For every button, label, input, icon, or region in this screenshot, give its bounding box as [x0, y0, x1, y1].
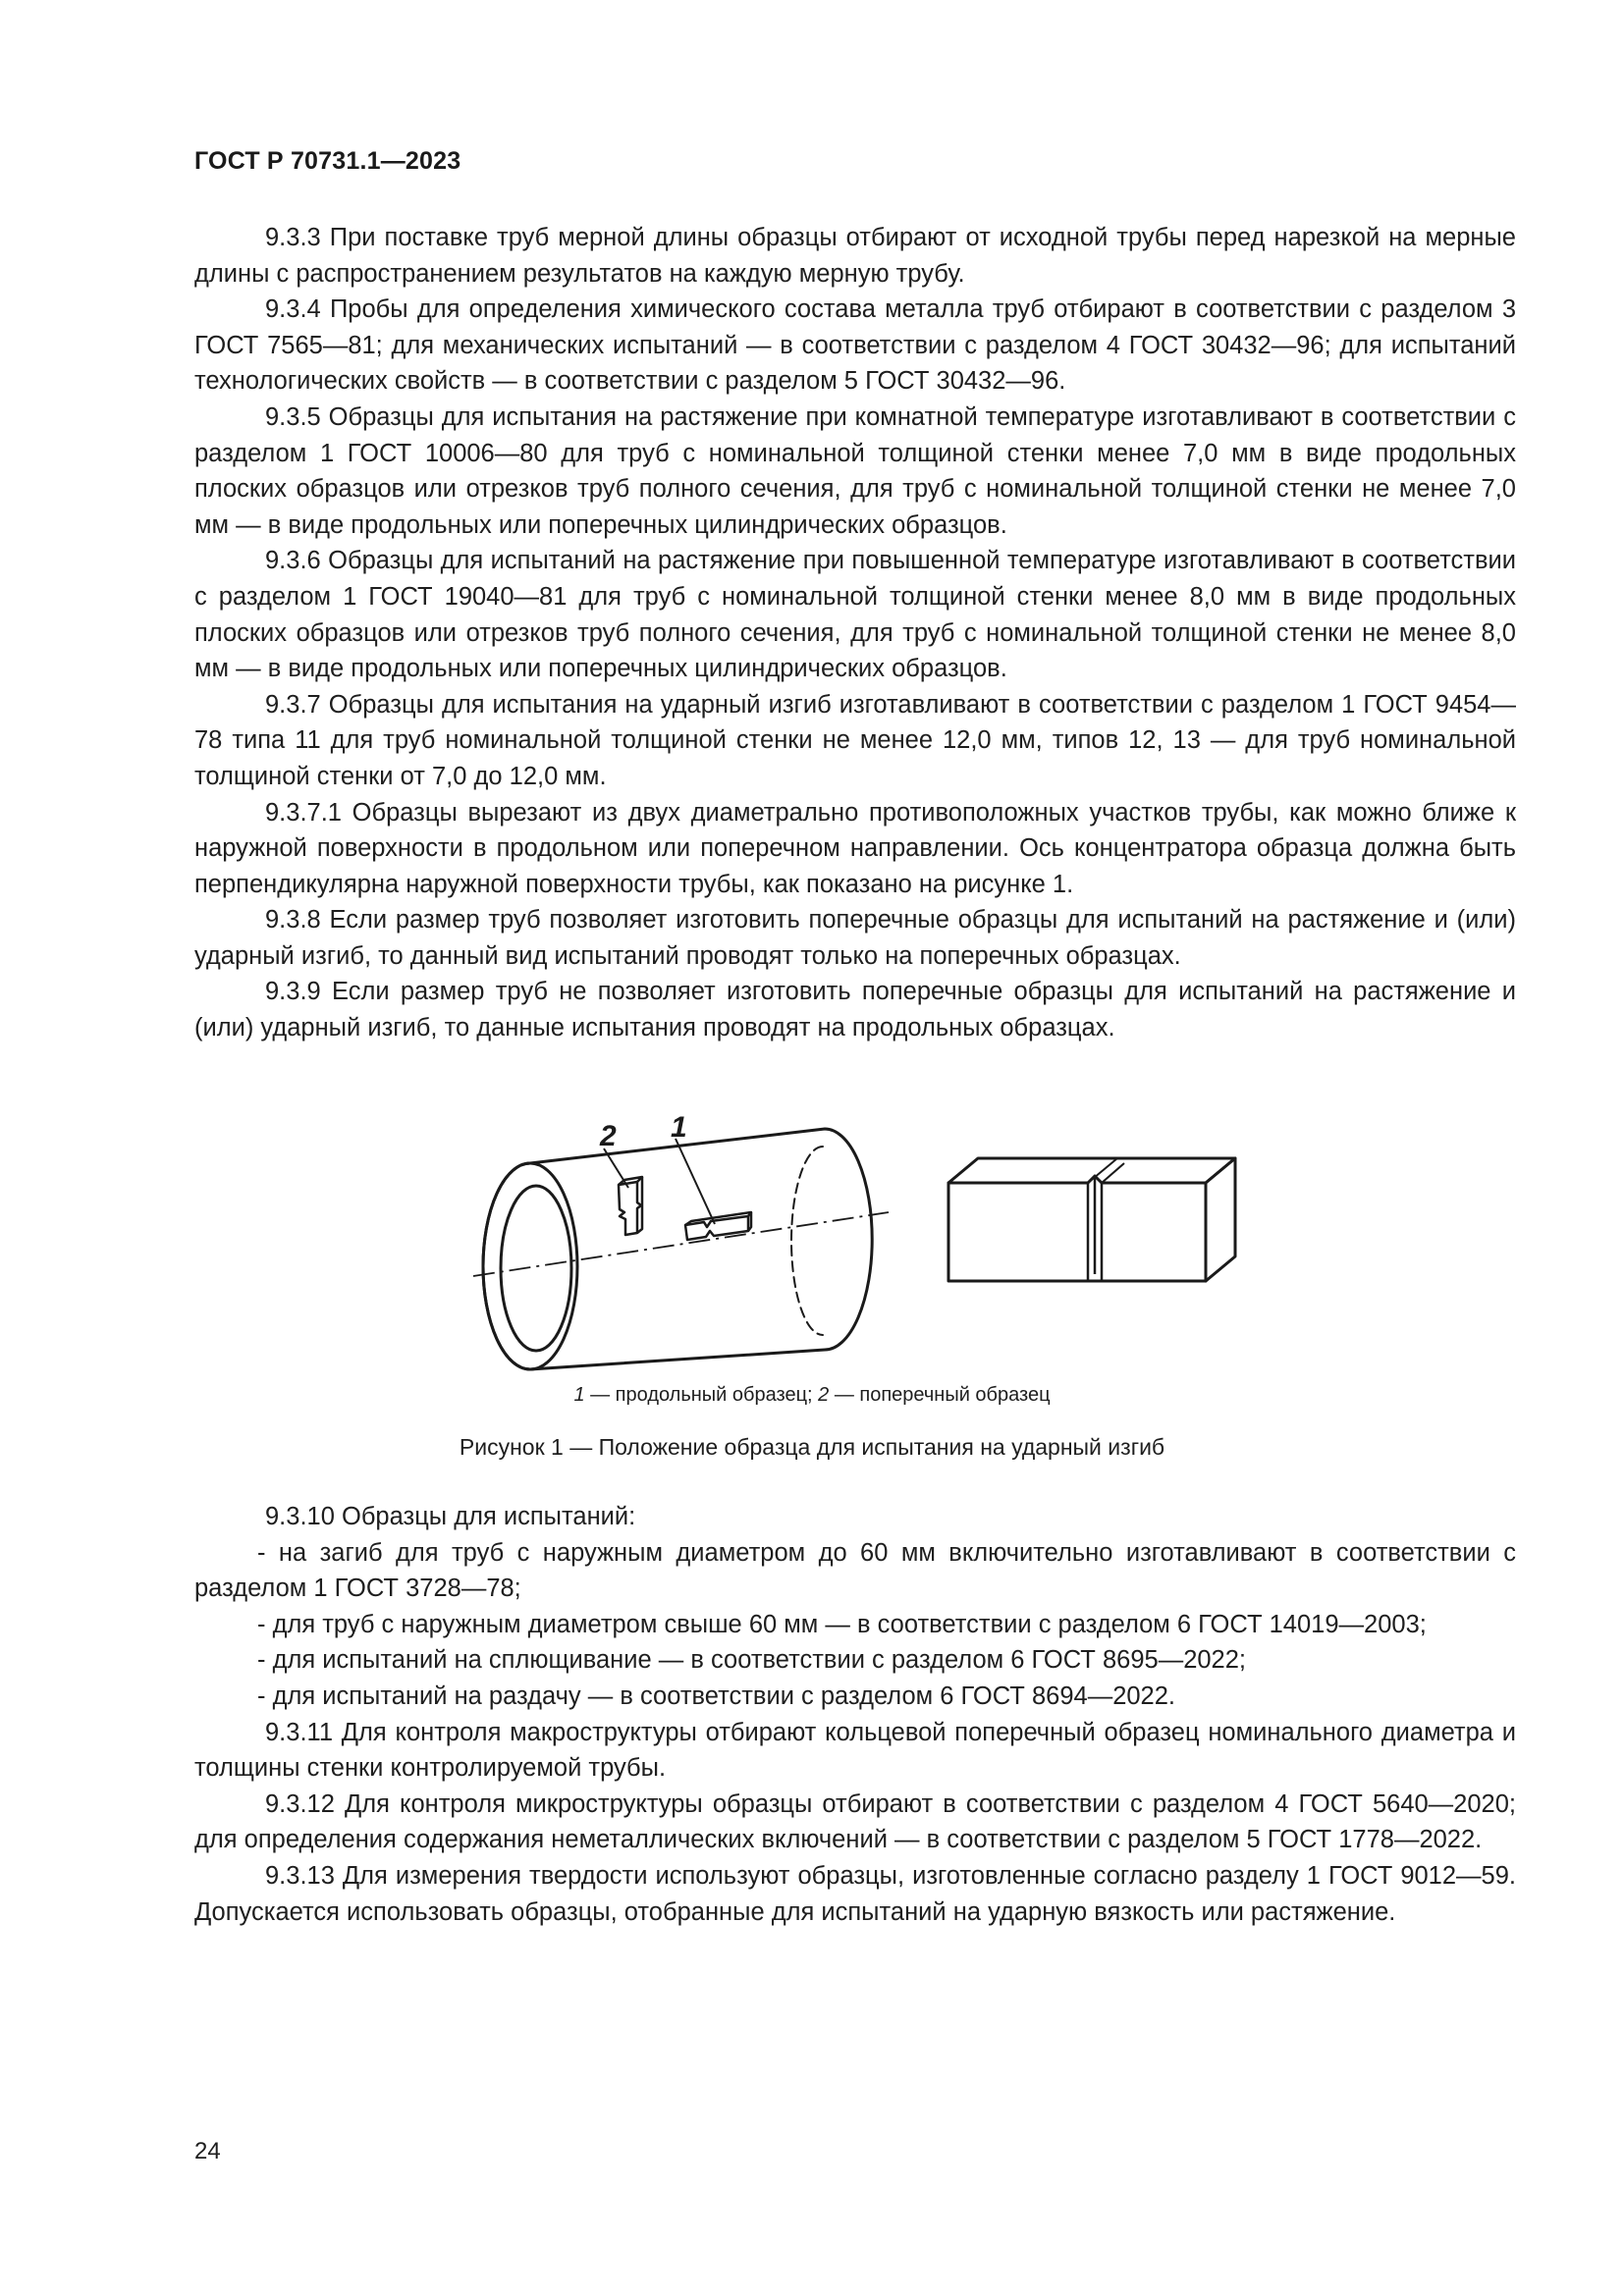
- paragraph-9-3-11: 9.3.11 Для контроля макроструктуры отбирают кольцевой поперечный образец номинального диаметра и толщины стенки контролируемой трубы.: [194, 1718, 1516, 1783]
- paragraph-9-3-8: 9.3.8 Если размер труб позволяет изготовить поперечные образцы для испытаний на растяжение и (или) ударный изгиб, то данный вид испытаний проводят только на поперечных образцах.: [194, 906, 1516, 970]
- legend-num-2: 2: [818, 1384, 830, 1406]
- paragraph-9-3-5: 9.3.5 Образцы для испытания на растяжение при комнатной температуре изготавливают в соответствии с разделом 1 ГОСТ 10006—80 для труб с номинальной толщиной стенки менее 7,0 мм в виде продольных плоских образцов или отрезков труб полного сечения, для труб с номинальной толщиной стенки не менее 7,0 мм — в виде продольных или поперечных цилиндрических образцов.: [194, 402, 1516, 539]
- body-text-bottom: [194, 1499, 1516, 1930]
- body-text-top: [194, 220, 1516, 1046]
- paragraph-9-3-7-1: 9.3.7.1 Образцы вырезают из двух диаметрально противоположных участков трубы, как можно ближе к наружной поверхности в продольном или поперечном направлении. Ось концентратора образца должна быть перпендикулярна наружной поверхности трубы, как показано на рисунке 1.: [194, 798, 1516, 898]
- paragraph-9-3-13: 9.3.13 Для измерения твердости используют образцы, изготовленные согласно разделу 1 ГОСТ 9012—59. Допускается использовать образцы, отобранные для испытаний на ударную вязкость или растяжение.: [194, 1861, 1516, 1926]
- paragraph-9-3-7: 9.3.7 Образцы для испытания на ударный изгиб изготавливают в соответствии с разделом 1 ГОСТ 9454—78 типа 11 для труб номинальной толщиной стенки не менее 12,0 мм, типов 12, 13 — для труб номинальной толщиной стенки от 7,0 до 12,0 мм.: [194, 690, 1516, 790]
- callout-1: 1: [671, 1111, 687, 1144]
- notched-specimen-bar: [948, 1158, 1235, 1281]
- figure-caption: Рисунок 1 — Положение образца для испытания на ударный изгиб: [459, 1434, 1165, 1460]
- paragraph-9-3-12: 9.3.12 Для контроля микроструктуры образцы отбирают в соответствии с разделом 4 ГОСТ 5640—2020; для определения содержания неметаллических включений — в соответствии с разделом 5 ГОСТ 1778—2022.: [194, 1789, 1516, 1854]
- page-number: 24: [194, 2138, 221, 2164]
- paragraph-9-3-9: 9.3.9 Если размер труб не позволяет изготовить поперечные образцы для испытаний на растяжение и (или) ударный изгиб, то данные испытания проводят на продольных образцах.: [194, 978, 1516, 1042]
- list-item-expansion: - для испытаний на раздачу — в соответствии с разделом 6 ГОСТ 8694—2022.: [257, 1682, 1176, 1710]
- legend-text-2: — поперечный образец: [829, 1384, 1051, 1406]
- list-item-flattening: - для испытаний на сплющивание — в соответствии с разделом 6 ГОСТ 8695—2022;: [257, 1646, 1247, 1675]
- list-item-large-diameter: - для труб с наружным диаметром свыше 60 мм — в соответствии с разделом 6 ГОСТ 14019—2003;: [257, 1610, 1427, 1638]
- document-header: ГОСТ Р 70731.1—2023: [194, 147, 461, 175]
- paragraph-9-3-3: 9.3.3 При поставке труб мерной длины образцы отбирают от исходной трубы перед нарезкой на мерные длины с распространением результатов на каждую мерную трубу.: [194, 224, 1516, 288]
- callout-2: 2: [600, 1120, 617, 1152]
- list-item-bend-test: - на загиб для труб с наружным диаметром до 60 мм включительно изготавливают в соответствии с разделом 1 ГОСТ 3728—78;: [194, 1538, 1516, 1603]
- paragraph-9-3-4: 9.3.4 Пробы для определения химического состава металла труб отбирают в соответствии с разделом 3 ГОСТ 7565—81; для механических испытаний — в соответствии с разделом 4 ГОСТ 30432—96; для испытаний технологических свойств — в соответствии с разделом 5 ГОСТ 30432—96.: [194, 295, 1516, 396]
- legend-text-1: — продольный образец;: [584, 1384, 819, 1406]
- legend-num-1: 1: [573, 1384, 585, 1406]
- paragraph-9-3-6: 9.3.6 Образцы для испытаний на растяжение при повышенной температуре изготавливают в соответствии с разделом 1 ГОСТ 19040—81 для труб с номинальной толщиной стенки менее 8,0 мм в виде продольных плоских образцов или отрезков труб полного сечения, для труб с номинальной толщиной стенки не менее 8,0 мм — в виде продольных или поперечных цилиндрических образцов.: [194, 547, 1516, 683]
- figure-drawing: [0, 1050, 1624, 1404]
- figure-1: [0, 1050, 1624, 1404]
- paragraph-9-3-10: 9.3.10 Образцы для испытаний:: [265, 1503, 636, 1530]
- figure-legend: [0, 1384, 1624, 1407]
